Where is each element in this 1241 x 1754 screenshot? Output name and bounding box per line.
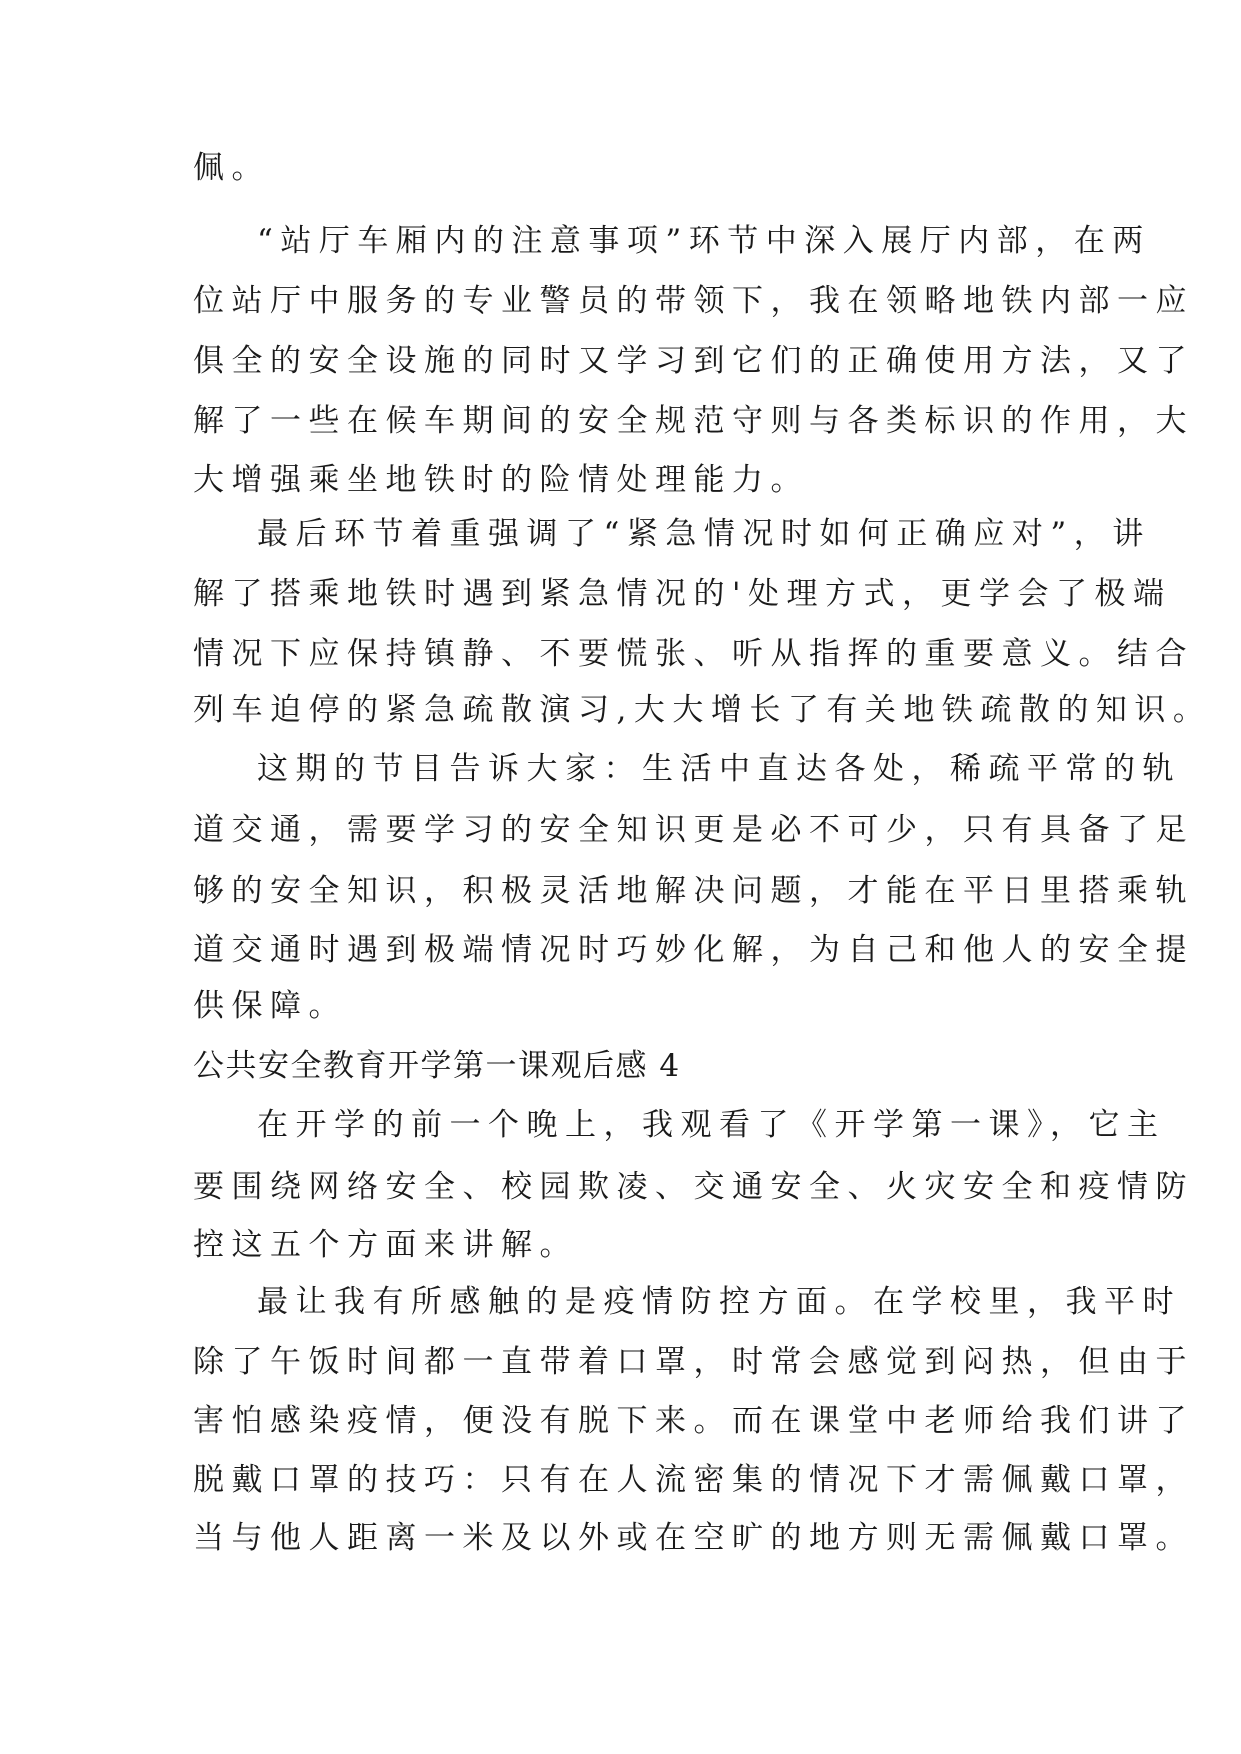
text-line: 情况下应保持镇静、不要慌张、听从指挥的重要意义。结合 <box>193 636 1194 672</box>
text-line: 大增强乘坐地铁时的险情处理能力。 <box>193 462 809 498</box>
text-line: 道交通时遇到极端情况时巧妙化解，为自己和他人的安全提 <box>193 932 1194 968</box>
text-line: 控这五个方面来讲解。 <box>193 1227 578 1263</box>
text-line: 在开学的前一个晚上，我观看了《开学第一课》，它主 <box>257 1107 1166 1143</box>
text-line: 道交通，需要学习的安全知识更是必不可少，只有具备了足 <box>193 812 1194 848</box>
text-line: 这期的节目告诉大家：生活中直达各处，稀疏平常的轨 <box>257 751 1181 787</box>
text-line: 最后环节着重强调了“紧急情况时如何正确应对”，讲 <box>257 516 1151 552</box>
text-line: 列车迫停的紧急疏散演习,大大增长了有关地铁疏散的知识。 <box>193 692 1212 728</box>
text-line: 够的安全知识，积极灵活地解决问题，才能在平日里搭乘轨 <box>193 873 1194 909</box>
text-line: 脱戴口罩的技巧：只有在人流密集的情况下才需佩戴口罩， <box>193 1462 1194 1498</box>
text-line: 解了搭乘地铁时遇到紧急情况的'处理方式，更学会了极端 <box>193 576 1172 612</box>
text-line: 最让我有所感触的是疫情防控方面。在学校里，我平时 <box>257 1284 1181 1320</box>
text-line: 除了午饭时间都一直带着口罩，时常会感觉到闷热，但由于 <box>193 1344 1194 1380</box>
text-line: “站厅车厢内的注意事项”环节中深入展厅内部，在两 <box>257 223 1151 259</box>
text-line: 位站厅中服务的专业警员的带领下，我在领略地铁内部一应 <box>193 283 1194 319</box>
text-line: 佩。 <box>193 150 270 186</box>
text-line: 要围绕网络安全、校园欺凌、交通安全、火灾安全和疫情防 <box>193 1169 1194 1205</box>
text-line: 解了一些在候车期间的安全规范守则与各类标识的作用，大 <box>193 403 1194 439</box>
text-line: 当与他人距离一米及以外或在空旷的地方则无需佩戴口罩。 <box>193 1520 1194 1556</box>
text-line: 供保障。 <box>193 988 347 1024</box>
section-heading: 公共安全教育开学第一课观后感 4 <box>193 1048 681 1084</box>
text-line: 害怕感染疫情，便没有脱下来。而在课堂中老师给我们讲了 <box>193 1403 1194 1439</box>
text-line: 俱全的安全设施的同时又学习到它们的正确使用方法，又了 <box>193 343 1194 379</box>
